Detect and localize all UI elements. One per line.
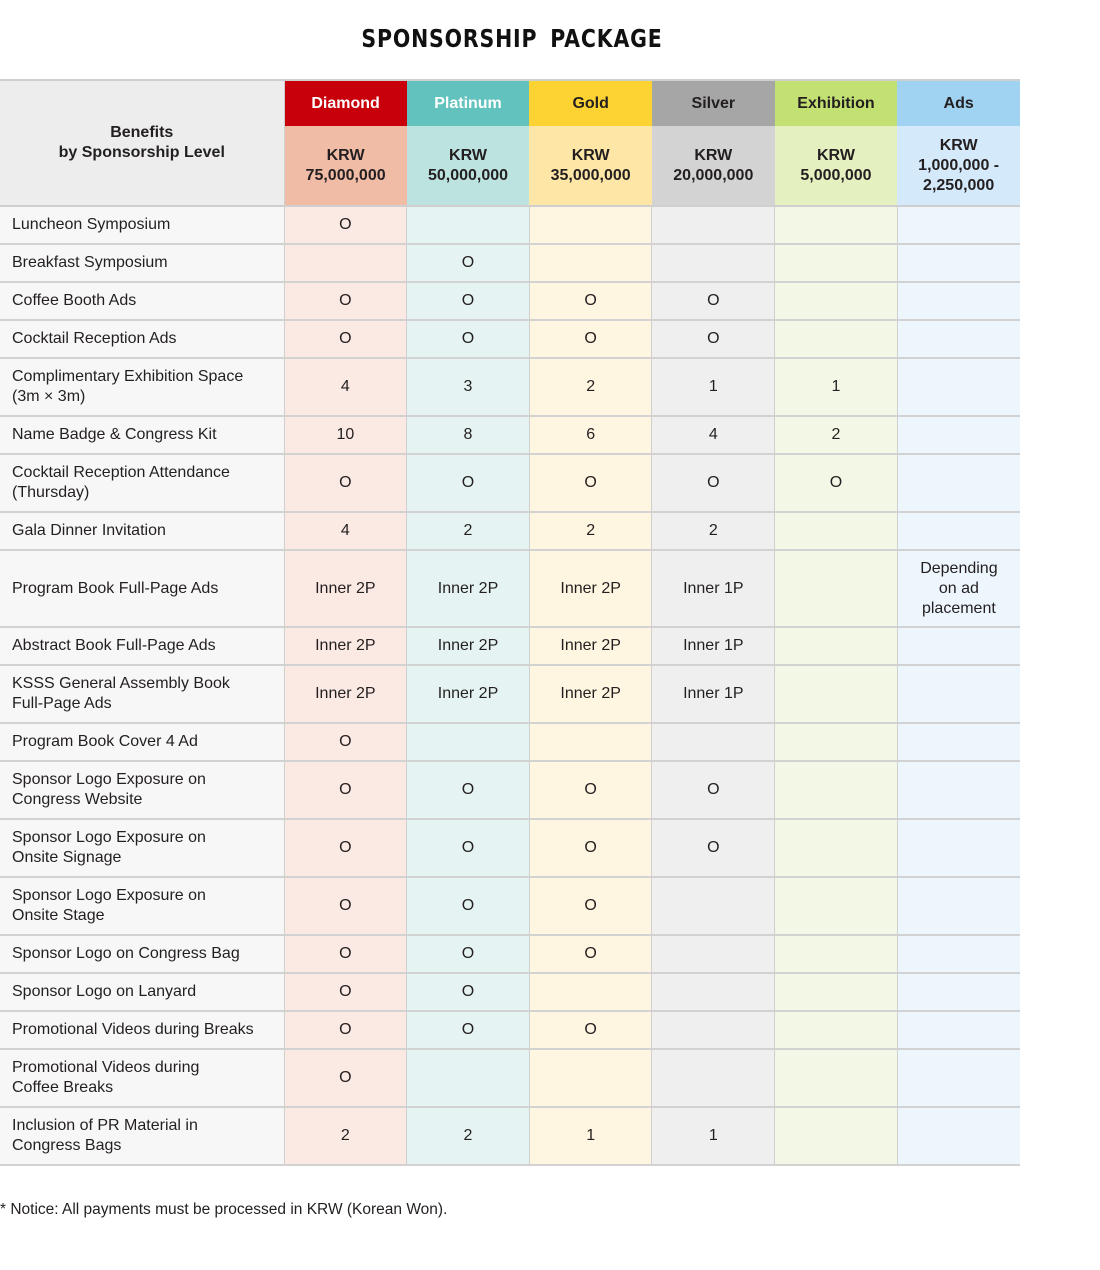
benefit-value: 2 xyxy=(463,522,473,539)
table-row xyxy=(0,627,1020,665)
sponsorship-table xyxy=(0,79,1020,1166)
benefit-value: 2 xyxy=(708,522,718,539)
benefit-cell-silver xyxy=(652,416,775,454)
benefit-value: Inner 1P xyxy=(683,685,744,702)
table-row xyxy=(0,1049,1020,1107)
benefit-cell-exhibition xyxy=(775,358,898,416)
benefit-value: O xyxy=(461,839,475,856)
benefit-cell-gold xyxy=(529,416,652,454)
benefit-label xyxy=(0,877,284,935)
benefit-cell-exhibition xyxy=(775,1011,898,1049)
benefit-value: O xyxy=(707,781,720,798)
benefit-cell-silver xyxy=(652,723,775,761)
benefit-cell-ads xyxy=(897,819,1020,877)
benefit-cell-exhibition xyxy=(775,282,898,320)
benefit-value: O xyxy=(584,330,597,347)
benefit-cell-gold xyxy=(529,1049,652,1107)
benefit-value: 2 xyxy=(463,1127,473,1144)
table-row xyxy=(0,512,1020,550)
benefit-cell-gold xyxy=(529,627,652,665)
benefit-cell-exhibition xyxy=(775,723,898,761)
benefit-cell-ads xyxy=(897,206,1020,244)
table-body xyxy=(0,206,1020,1165)
benefit-label-line: Sponsor Logo on Congress Bag xyxy=(12,945,240,962)
benefit-cell-gold xyxy=(529,206,652,244)
benefit-value: Inner 2P xyxy=(315,637,376,654)
benefit-cell-diamond xyxy=(284,723,407,761)
benefit-cell-ads xyxy=(897,723,1020,761)
benefit-cell-platinum xyxy=(407,973,530,1011)
benefit-cell-silver xyxy=(652,819,775,877)
benefit-label-line: KSSS General Assembly Book xyxy=(12,675,230,692)
tier-header-diamond: Diamond xyxy=(284,80,407,126)
benefit-cell-gold xyxy=(529,819,652,877)
benefit-label xyxy=(0,244,284,282)
benefit-cell-platinum xyxy=(407,512,530,550)
benefit-value: 4 xyxy=(340,378,350,395)
benefit-value: O xyxy=(461,983,475,1000)
tier-name-row xyxy=(0,80,1020,126)
benefit-label-line: Cocktail Reception Ads xyxy=(12,330,177,347)
benefit-value: 2 xyxy=(340,1127,350,1144)
tier-price-line: 2,250,000 xyxy=(923,176,995,194)
benefits-header-line: by Sponsorship Level xyxy=(58,144,225,161)
benefit-cell-platinum xyxy=(407,320,530,358)
benefit-label-line: (3m × 3m) xyxy=(12,388,86,405)
benefit-cell-ads xyxy=(897,358,1020,416)
benefit-value: Inner 2P xyxy=(315,685,376,702)
benefit-label xyxy=(0,320,284,358)
benefit-value: O xyxy=(339,781,352,798)
table-row xyxy=(0,1107,1020,1165)
benefit-cell-exhibition xyxy=(775,819,898,877)
table-row xyxy=(0,973,1020,1011)
benefit-cell-gold xyxy=(529,761,652,819)
benefit-value: O xyxy=(461,1021,475,1038)
benefit-cell-exhibition xyxy=(775,761,898,819)
table-row xyxy=(0,877,1020,935)
benefit-label xyxy=(0,512,284,550)
table-row xyxy=(0,416,1020,454)
benefit-value: O xyxy=(339,330,352,347)
benefit-cell-silver xyxy=(652,550,775,627)
benefit-cell-platinum xyxy=(407,761,530,819)
benefit-value: 1 xyxy=(586,1127,596,1144)
benefit-cell-exhibition xyxy=(775,627,898,665)
benefit-cell-diamond xyxy=(284,761,407,819)
benefit-cell-platinum xyxy=(407,1049,530,1107)
benefit-value: Depending on ad placement xyxy=(920,559,998,617)
tier-price-line: 5,000,000 xyxy=(800,166,872,184)
benefit-label xyxy=(0,416,284,454)
tier-price-line: KRW xyxy=(817,146,855,164)
benefit-cell-silver xyxy=(652,973,775,1011)
benefit-cell-exhibition xyxy=(775,877,898,935)
benefit-cell-platinum xyxy=(407,1107,530,1165)
benefit-label xyxy=(0,454,284,512)
benefit-value: O xyxy=(461,945,475,962)
benefit-cell-gold xyxy=(529,665,652,723)
table-row xyxy=(0,1011,1020,1049)
benefit-value: O xyxy=(339,945,352,962)
tier-price-exhibition xyxy=(775,126,898,206)
benefit-cell-gold xyxy=(529,1107,652,1165)
benefit-cell-gold xyxy=(529,935,652,973)
benefit-cell-platinum xyxy=(407,206,530,244)
benefit-cell-platinum xyxy=(407,665,530,723)
benefit-label xyxy=(0,1107,284,1165)
benefit-cell-exhibition xyxy=(775,320,898,358)
benefit-value: 1 xyxy=(831,378,841,395)
benefit-value: Inner 2P xyxy=(560,579,621,597)
benefit-cell-ads xyxy=(897,1107,1020,1165)
table-row xyxy=(0,282,1020,320)
benefit-cell-exhibition xyxy=(775,665,898,723)
benefit-cell-gold xyxy=(529,973,652,1011)
benefit-value: Inner 2P xyxy=(437,685,499,702)
table-row xyxy=(0,454,1020,512)
benefit-value: Inner 2P xyxy=(560,685,621,702)
benefit-cell-ads xyxy=(897,973,1020,1011)
benefit-cell-platinum xyxy=(407,282,530,320)
benefit-cell-ads xyxy=(897,244,1020,282)
page-title: SPONSORSHIP PACKAGE xyxy=(361,24,663,53)
benefit-cell-diamond xyxy=(284,282,407,320)
benefit-cell-exhibition xyxy=(775,206,898,244)
benefit-value: 10 xyxy=(336,426,355,443)
benefit-value: O xyxy=(339,1021,352,1038)
benefit-value: 1 xyxy=(708,378,718,395)
tier-price-platinum xyxy=(407,126,530,206)
benefit-cell-silver xyxy=(652,512,775,550)
table-row xyxy=(0,935,1020,973)
benefit-value: O xyxy=(829,474,843,491)
benefit-cell-diamond xyxy=(284,1049,407,1107)
tier-price-gold xyxy=(529,126,652,206)
benefit-value: O xyxy=(707,474,720,491)
benefit-label-line: Sponsor Logo Exposure on xyxy=(12,887,206,904)
tier-header-gold: Gold xyxy=(529,80,652,126)
table-row xyxy=(0,723,1020,761)
table-row xyxy=(0,550,1020,627)
benefit-cell-silver xyxy=(652,761,775,819)
benefit-label-line: Congress Website xyxy=(12,791,143,808)
benefit-cell-gold xyxy=(529,358,652,416)
benefit-cell-exhibition xyxy=(775,1107,898,1165)
benefit-cell-platinum xyxy=(407,819,530,877)
benefit-cell-gold xyxy=(529,512,652,550)
tier-price-line: KRW xyxy=(571,146,610,164)
benefit-label-line: Program Book Cover 4 Ad xyxy=(12,733,198,750)
benefit-cell-exhibition xyxy=(775,512,898,550)
benefit-cell-diamond xyxy=(284,550,407,627)
benefit-cell-silver xyxy=(652,454,775,512)
benefit-label-line: (Thursday) xyxy=(12,484,90,501)
benefit-cell-diamond xyxy=(284,627,407,665)
benefit-cell-ads xyxy=(897,550,1020,627)
benefit-cell-platinum xyxy=(407,550,530,627)
benefit-value: O xyxy=(461,474,475,491)
table-row xyxy=(0,358,1020,416)
benefit-label-line: Complimentary Exhibition Space xyxy=(12,368,244,385)
benefit-value: 6 xyxy=(586,426,596,443)
benefit-cell-ads xyxy=(897,454,1020,512)
tier-header-ads: Ads xyxy=(897,80,1020,126)
benefit-value: 4 xyxy=(708,426,718,443)
benefit-value: O xyxy=(707,839,720,856)
benefit-cell-gold xyxy=(529,320,652,358)
benefit-cell-exhibition xyxy=(775,416,898,454)
benefit-cell-platinum xyxy=(407,723,530,761)
benefit-value: Inner 1P xyxy=(683,579,744,597)
benefit-value: O xyxy=(461,781,475,798)
benefit-value: O xyxy=(339,983,352,1000)
benefit-value: O xyxy=(584,292,597,309)
benefit-label-line: Program Book Full-Page Ads xyxy=(12,579,219,597)
benefit-value: O xyxy=(584,1021,597,1038)
benefit-value: O xyxy=(339,733,352,750)
benefit-cell-silver xyxy=(652,244,775,282)
benefit-cell-ads xyxy=(897,665,1020,723)
benefit-label-line: Luncheon Symposium xyxy=(12,216,171,233)
tier-price-line: 20,000,000 xyxy=(673,166,754,184)
benefit-cell-silver xyxy=(652,282,775,320)
benefit-label-line: Promotional Videos during xyxy=(12,1059,200,1076)
tier-price-line: 50,000,000 xyxy=(427,166,509,184)
benefit-label-line: Gala Dinner Invitation xyxy=(12,522,166,539)
benefit-label xyxy=(0,723,284,761)
table-row xyxy=(0,244,1020,282)
benefit-value: 2 xyxy=(831,426,841,443)
benefit-value: O xyxy=(584,839,597,856)
benefit-cell-platinum xyxy=(407,244,530,282)
benefit-cell-diamond xyxy=(284,1011,407,1049)
benefit-label xyxy=(0,935,284,973)
benefit-label-line: Coffee Booth Ads xyxy=(12,292,137,309)
benefit-cell-silver xyxy=(652,877,775,935)
benefit-value: O xyxy=(461,330,475,347)
table-row xyxy=(0,819,1020,877)
benefit-cell-diamond xyxy=(284,358,407,416)
benefit-value: O xyxy=(584,781,597,798)
benefit-cell-diamond xyxy=(284,665,407,723)
tier-price-diamond xyxy=(284,126,407,206)
benefit-label xyxy=(0,819,284,877)
benefit-label xyxy=(0,761,284,819)
benefit-cell-silver xyxy=(652,935,775,973)
benefit-label xyxy=(0,627,284,665)
benefit-cell-ads xyxy=(897,877,1020,935)
benefit-cell-diamond xyxy=(284,819,407,877)
benefit-cell-diamond xyxy=(284,320,407,358)
tier-price-line: KRW xyxy=(694,146,733,164)
benefit-value: 1 xyxy=(708,1127,718,1144)
benefit-value: 3 xyxy=(463,378,473,395)
benefit-cell-diamond xyxy=(284,244,407,282)
benefit-label xyxy=(0,206,284,244)
benefit-cell-ads xyxy=(897,320,1020,358)
benefit-label-line: Sponsor Logo Exposure on xyxy=(12,771,206,788)
benefit-cell-silver xyxy=(652,665,775,723)
benefit-cell-ads xyxy=(897,282,1020,320)
benefit-label-line: Promotional Videos during Breaks xyxy=(12,1021,254,1038)
tier-price-line: 1,000,000 - xyxy=(918,156,1000,174)
benefit-value: O xyxy=(339,897,352,914)
benefit-value: O xyxy=(584,945,597,962)
tier-header-platinum: Platinum xyxy=(407,80,530,126)
table-row xyxy=(0,206,1020,244)
table-row xyxy=(0,665,1020,723)
benefit-cell-silver xyxy=(652,358,775,416)
tier-price-line: KRW xyxy=(326,146,365,164)
benefit-value: O xyxy=(339,474,352,491)
benefit-value: O xyxy=(339,216,352,233)
benefit-value: O xyxy=(461,254,475,271)
benefit-label-line: Name Badge & Congress Kit xyxy=(12,426,217,443)
benefit-cell-platinum xyxy=(407,416,530,454)
benefit-cell-ads xyxy=(897,416,1020,454)
benefit-cell-diamond xyxy=(284,935,407,973)
benefit-value: Inner 1P xyxy=(683,637,744,654)
benefit-label-line: Onsite Stage xyxy=(12,907,105,924)
tier-price-silver xyxy=(652,126,775,206)
benefit-value: 4 xyxy=(340,522,350,539)
benefit-cell-silver xyxy=(652,627,775,665)
benefit-value: Inner 2P xyxy=(315,579,376,597)
tier-header-exhibition: Exhibition xyxy=(775,80,898,126)
benefit-cell-ads xyxy=(897,935,1020,973)
benefit-label-line: Congress Bags xyxy=(12,1137,122,1154)
benefit-cell-ads xyxy=(897,1049,1020,1107)
benefit-label-line: Onsite Signage xyxy=(12,849,122,866)
benefit-value: O xyxy=(339,839,352,856)
benefit-cell-ads xyxy=(897,1011,1020,1049)
benefit-value: Inner 2P xyxy=(437,637,499,654)
benefit-value: O xyxy=(461,292,475,309)
tier-price-line: KRW xyxy=(939,136,978,154)
benefit-cell-platinum xyxy=(407,627,530,665)
benefit-label-line: Sponsor Logo on Lanyard xyxy=(12,983,197,1000)
benefit-cell-silver xyxy=(652,1011,775,1049)
benefit-cell-platinum xyxy=(407,454,530,512)
payment-notice: * Notice: All payments must be processed in KRW (Korean Won). xyxy=(0,1201,448,1218)
tier-price-line: 75,000,000 xyxy=(305,166,386,184)
benefit-label-line: Breakfast Symposium xyxy=(12,254,168,271)
benefit-cell-gold xyxy=(529,244,652,282)
benefit-cell-gold xyxy=(529,550,652,627)
benefit-cell-exhibition xyxy=(775,973,898,1011)
benefit-cell-diamond xyxy=(284,973,407,1011)
benefit-cell-platinum xyxy=(407,877,530,935)
benefit-cell-silver xyxy=(652,1107,775,1165)
benefit-label xyxy=(0,550,284,627)
benefit-value: 2 xyxy=(586,522,596,539)
benefit-cell-gold xyxy=(529,723,652,761)
benefit-cell-diamond xyxy=(284,206,407,244)
benefit-cell-diamond xyxy=(284,1107,407,1165)
benefit-label-line: Sponsor Logo Exposure on xyxy=(12,829,206,846)
benefit-cell-exhibition xyxy=(775,454,898,512)
benefit-cell-platinum xyxy=(407,358,530,416)
tier-price-line: KRW xyxy=(449,146,487,164)
benefit-cell-exhibition xyxy=(775,1049,898,1107)
benefit-label xyxy=(0,1011,284,1049)
benefit-label-line: Full-Page Ads xyxy=(12,695,112,712)
benefit-cell-gold xyxy=(529,877,652,935)
benefit-cell-ads xyxy=(897,627,1020,665)
table-row xyxy=(0,761,1020,819)
benefit-label-line: Cocktail Reception Attendance xyxy=(12,464,230,481)
benefit-label xyxy=(0,973,284,1011)
benefit-cell-diamond xyxy=(284,877,407,935)
benefits-header xyxy=(0,80,284,206)
benefits-header-line: Benefits xyxy=(110,124,174,141)
benefit-label-line: Coffee Breaks xyxy=(12,1079,114,1096)
benefit-cell-gold xyxy=(529,1011,652,1049)
benefit-cell-silver xyxy=(652,320,775,358)
benefit-value: O xyxy=(584,474,597,491)
benefit-value: 8 xyxy=(463,426,473,443)
tier-price-ads xyxy=(897,126,1020,206)
benefit-cell-platinum xyxy=(407,935,530,973)
benefit-label xyxy=(0,665,284,723)
benefit-cell-exhibition xyxy=(775,244,898,282)
benefit-value: O xyxy=(584,897,597,914)
benefit-cell-ads xyxy=(897,761,1020,819)
tier-price-line: 35,000,000 xyxy=(550,166,631,184)
benefit-cell-gold xyxy=(529,282,652,320)
benefit-value: O xyxy=(461,897,475,914)
benefit-value: 2 xyxy=(586,378,596,395)
benefit-label xyxy=(0,1049,284,1107)
benefit-label xyxy=(0,282,284,320)
benefit-value: O xyxy=(339,1069,352,1086)
benefit-cell-exhibition xyxy=(775,550,898,627)
benefit-cell-platinum xyxy=(407,1011,530,1049)
benefit-cell-diamond xyxy=(284,454,407,512)
benefit-cell-exhibition xyxy=(775,935,898,973)
benefit-cell-gold xyxy=(529,454,652,512)
benefit-value: O xyxy=(339,292,352,309)
benefit-value: Inner 2P xyxy=(560,637,621,654)
tier-header-silver: Silver xyxy=(652,80,775,126)
benefit-label xyxy=(0,358,284,416)
benefit-value: O xyxy=(707,292,720,309)
benefit-value: Inner 2P xyxy=(437,579,499,597)
benefit-cell-diamond xyxy=(284,512,407,550)
benefit-cell-diamond xyxy=(284,416,407,454)
benefit-label-line: Abstract Book Full-Page Ads xyxy=(12,637,216,654)
benefit-cell-silver xyxy=(652,206,775,244)
benefit-cell-ads xyxy=(897,512,1020,550)
benefit-label-line: Inclusion of PR Material in xyxy=(12,1117,198,1134)
benefit-value: O xyxy=(707,330,720,347)
benefit-cell-silver xyxy=(652,1049,775,1107)
table-row xyxy=(0,320,1020,358)
